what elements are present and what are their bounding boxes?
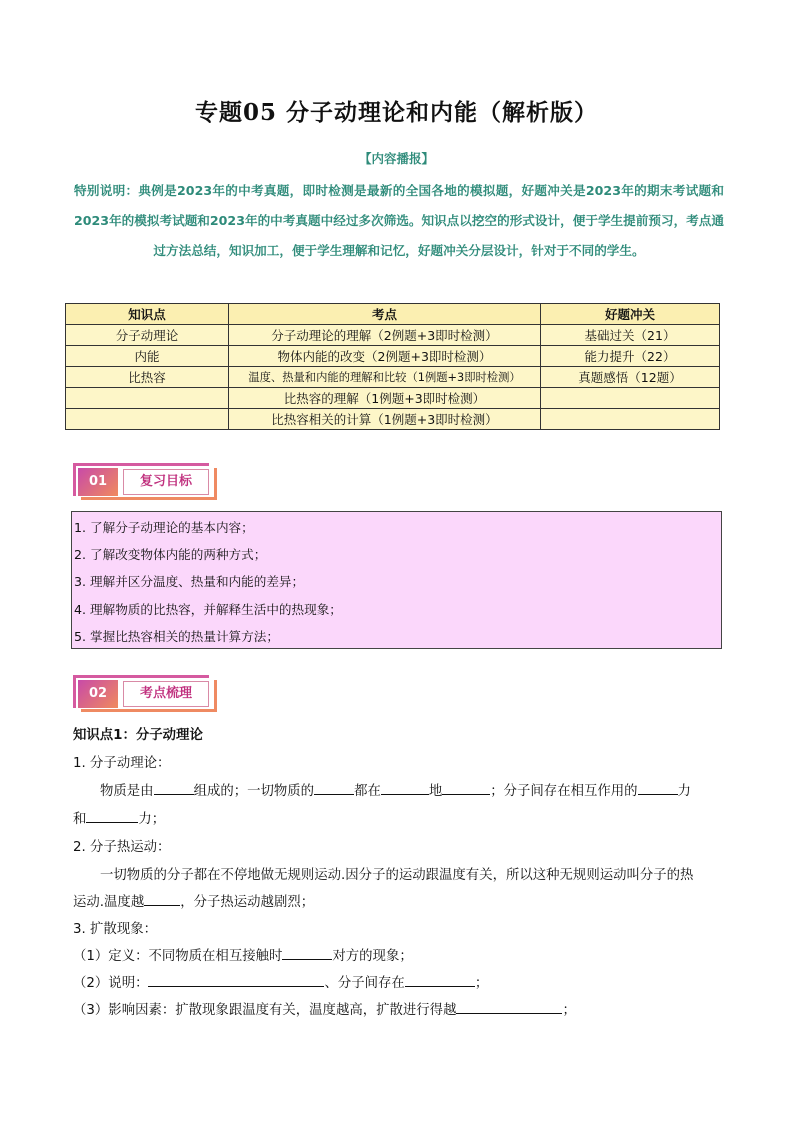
text: 力；	[138, 812, 166, 827]
table-cell: 分子动理论	[66, 325, 229, 346]
fill-in-paragraph-cont	[73, 808, 165, 827]
overview-table	[65, 303, 720, 430]
table-cell	[541, 388, 720, 409]
knowledge-point-title: 知识点1：分子动理论	[73, 728, 203, 743]
goal-item: 2. 了解改变物体内能的两种方式；	[74, 547, 267, 563]
table-cell: 温度、热量和内能的理解和比较（1例题+3即时检测）	[229, 367, 541, 388]
section-label: 考点梳理	[123, 681, 209, 707]
diffusion-definition	[73, 945, 413, 964]
text: ；	[474, 976, 489, 991]
thermal-motion-text-cont	[73, 891, 314, 910]
table-row	[66, 346, 720, 367]
blank-line[interactable]	[314, 780, 354, 795]
text: ；	[562, 1003, 576, 1018]
blank-line[interactable]	[442, 780, 490, 795]
table-header-row	[66, 304, 720, 325]
blank-line[interactable]	[144, 891, 180, 906]
text: 都在	[354, 784, 381, 799]
header-knowledge: 知识点	[66, 304, 229, 325]
blank-line[interactable]	[148, 972, 324, 987]
text: 组成的；一切物质的	[193, 784, 315, 799]
table-cell: 基础过关（21）	[541, 325, 720, 346]
page-title: 专题05 分子动理论和内能（解析版）	[194, 99, 598, 126]
table-cell: 能力提升（22）	[541, 346, 720, 367]
fill-in-paragraph	[100, 780, 691, 799]
table-cell: 比热容的理解（1例题+3即时检测）	[229, 388, 541, 409]
section-number: 02	[78, 680, 118, 708]
header-practice: 好题冲关	[541, 304, 720, 325]
review-goals-box	[71, 511, 722, 649]
text: 对方的现象；	[332, 949, 413, 964]
goal-item: 3. 理解并区分温度、热量和内能的差异；	[74, 574, 305, 590]
heading-diffusion: 3. 扩散现象：	[73, 922, 157, 937]
text: 物质是由	[100, 784, 154, 799]
text: 、分子间存在	[324, 976, 405, 991]
section-badge-review-goals	[73, 462, 223, 500]
header-test-point: 考点	[229, 304, 541, 325]
diffusion-factors	[73, 999, 576, 1018]
table-cell: 比热容相关的计算（1例题+3即时检测）	[229, 409, 541, 430]
table-row	[66, 388, 720, 409]
table-cell: 内能	[66, 346, 229, 367]
table-cell	[541, 409, 720, 430]
blank-line[interactable]	[154, 780, 194, 795]
broadcast-label: 【内容播报】	[358, 151, 434, 166]
text: 运动.温度越	[73, 895, 145, 910]
text: 力	[677, 784, 691, 799]
blank-line[interactable]	[456, 999, 562, 1014]
blank-line[interactable]	[405, 972, 475, 987]
table-cell	[66, 388, 229, 409]
text: 和	[73, 812, 87, 827]
table-row	[66, 325, 720, 346]
section-number: 01	[78, 468, 118, 496]
text: （3）影响因素：扩散现象跟温度有关，温度越高，扩散进行得越	[73, 1003, 457, 1018]
table-cell: 物体内能的改变（2例题+3即时检测）	[229, 346, 541, 367]
text: （1）定义：不同物质在相互接触时	[73, 949, 283, 964]
thermal-motion-text: 一切物质的分子都在不停地做无规则运动.因分子的运动跟温度有关，所以这种无规则运动叫分子的热	[100, 868, 694, 883]
special-note: 特别说明：典例是2023年的中考真题，即时检测是最新的全国各地的模拟题，好题冲关是2023年的期末考试题和2023年的模拟考试题和2023年的中考真题中经过多次筛选。知识点以挖空的形式设计，便于学生提前预习，考点通过方法总结，知识加工，便于学生理解和记忆，好题冲关分层设计，针对于不同的学生。	[74, 183, 724, 258]
table-cell: 比热容	[66, 367, 229, 388]
goal-item: 1. 了解分子动理论的基本内容；	[74, 520, 254, 535]
table-row	[66, 367, 720, 388]
blank-line[interactable]	[381, 780, 429, 795]
text: （2）说明：	[73, 976, 149, 991]
blank-line[interactable]	[638, 780, 678, 795]
table-cell: 真题感悟（12题）	[541, 367, 720, 388]
table-cell	[66, 409, 229, 430]
table-row	[66, 409, 720, 430]
text: 地	[428, 784, 443, 799]
diffusion-explanation	[73, 972, 488, 991]
text: ；分子间存在相互作用的	[490, 784, 638, 799]
heading-molecular-theory: 1. 分子动理论：	[73, 756, 171, 771]
section-label: 复习目标	[123, 469, 209, 495]
goal-item: 4. 理解物质的比热容，并解释生活中的热现象；	[74, 601, 342, 617]
heading-thermal-motion: 2. 分子热运动：	[73, 840, 171, 855]
section-badge-key-points	[73, 674, 223, 712]
blank-line[interactable]	[86, 808, 138, 823]
blank-line[interactable]	[282, 945, 332, 960]
table-cell: 分子动理论的理解（2例题+3即时检测）	[229, 325, 541, 346]
goal-item: 5. 掌握比热容相关的热量计算方法；	[74, 628, 279, 644]
text: ，分子热运动越剧烈；	[180, 895, 315, 910]
